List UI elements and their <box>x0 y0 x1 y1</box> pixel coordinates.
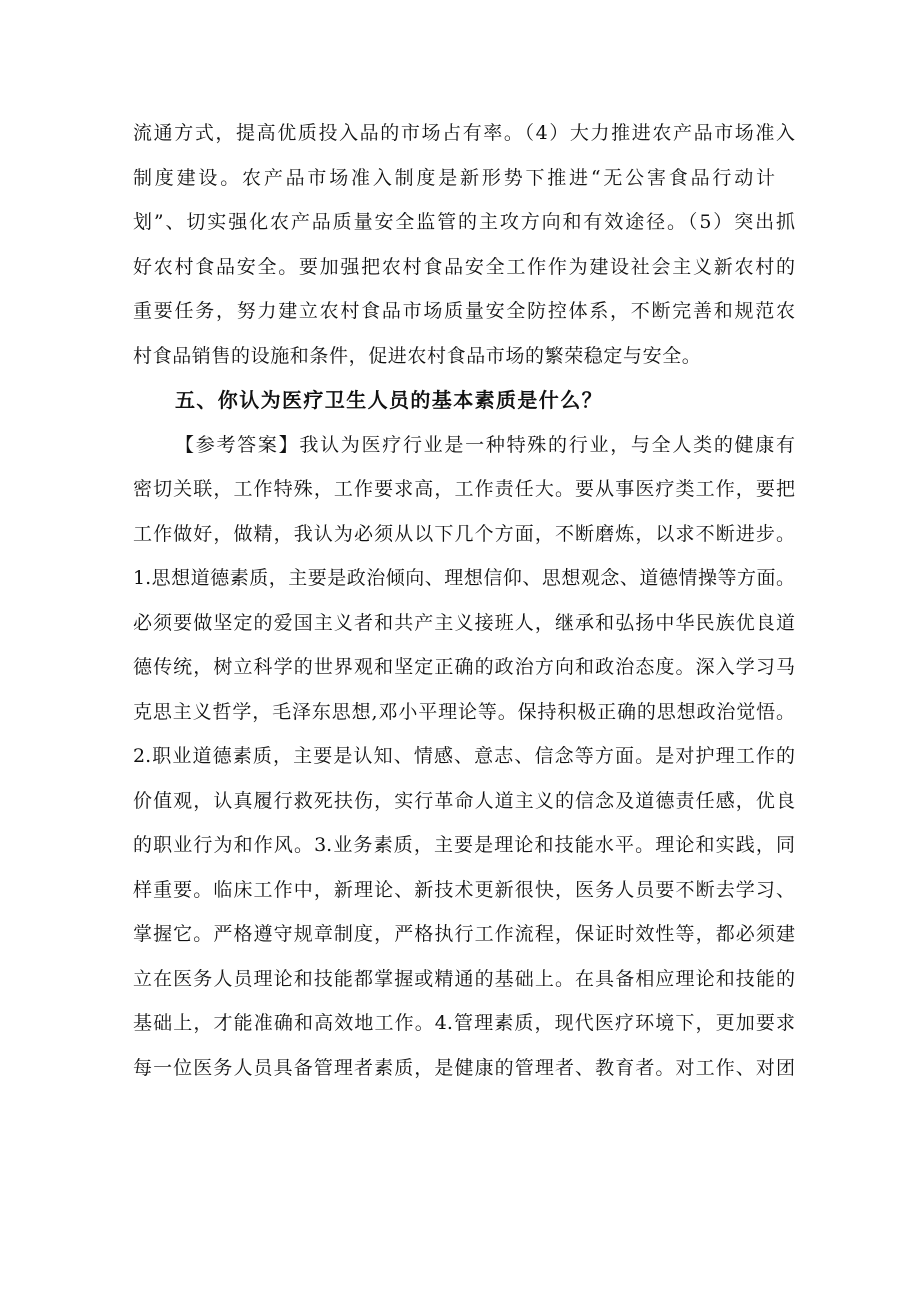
body-text <box>133 111 795 1090</box>
text-line: 掌握它。严格遵守规章制度，严格执行工作流程，保证时效性等，都必须建 <box>133 923 795 945</box>
text-line: 德传统，树立科学的世界观和坚定正确的政治方向和政治态度。深入学习马 <box>133 656 795 678</box>
text-line: 流通方式，提高优质投入品的市场占有率。（4）大力推进农产品市场准入 <box>133 122 795 144</box>
text-line: 基础上，才能准确和高效地工作。4.管理素质，现代医疗环境下，更加要求 <box>133 1012 795 1034</box>
text-line: 每一位医务人员具备管理者素质，是健康的管理者、教育者。对工作、对团 <box>133 1056 795 1079</box>
text-line: 重要任务，努力建立农村食品市场质量安全防控体系，不断完善和规范农 <box>133 300 795 322</box>
text-line: 克思主义哲学，毛泽东思想,邓小平理论等。保持积极正确的思想政治觉悟。 <box>133 700 795 723</box>
text-line: 好农村食品安全。要加强把农村食品安全工作作为建设社会主义新农村的 <box>133 255 795 278</box>
text-line: 价值观，认真履行救死扶伤，实行革命人道主义的信念及道德责任感，优良 <box>133 789 795 812</box>
text-line: 村食品销售的设施和条件，促进农村食品市场的繁荣稳定与安全。 <box>133 344 702 367</box>
text-line: 工作做好，做精，我认为必须从以下几个方面，不断磨炼，以求不断进步。 <box>133 522 795 545</box>
text-line: 制度建设。农产品市场准入制度是新形势下推进“无公害食品行动计 <box>133 166 775 189</box>
text-line: 样重要。临床工作中，新理论、新技术更新很快，医务人员要不断去学习、 <box>133 878 795 901</box>
text-line: 划”、切实强化农产品质量安全监管的主攻方向和有效途径。（5）突出抓 <box>133 211 795 233</box>
question-heading: 五、你认为医疗卫生人员的基本素质是什么？ <box>175 388 603 412</box>
text-line: 密切关联，工作特殊，工作要求高，工作责任大。要从事医疗类工作，要把 <box>133 478 795 500</box>
text-line: 1.思想道德素质，主要是政治倾向、理想信仰、思想观念、道德情操等方面。 <box>133 567 795 589</box>
text-line: 必须要做坚定的爱国主义者和共产主义接班人，继承和弘扬中华民族优良道 <box>133 611 795 634</box>
text-line: 立在医务人员理论和技能都掌握或精通的基础上。在具备相应理论和技能的 <box>133 967 795 990</box>
answer-first-line: 【参考答案】我认为医疗行业是一种特殊的行业，与全人类的健康有 <box>175 433 795 456</box>
text-line: 2.职业道德素质，主要是认知、情感、意志、信念等方面。是对护理工作的 <box>133 745 795 767</box>
text-line: 的职业行为和作风。3.业务素质，主要是理论和技能水平。理论和实践，同 <box>133 834 795 856</box>
